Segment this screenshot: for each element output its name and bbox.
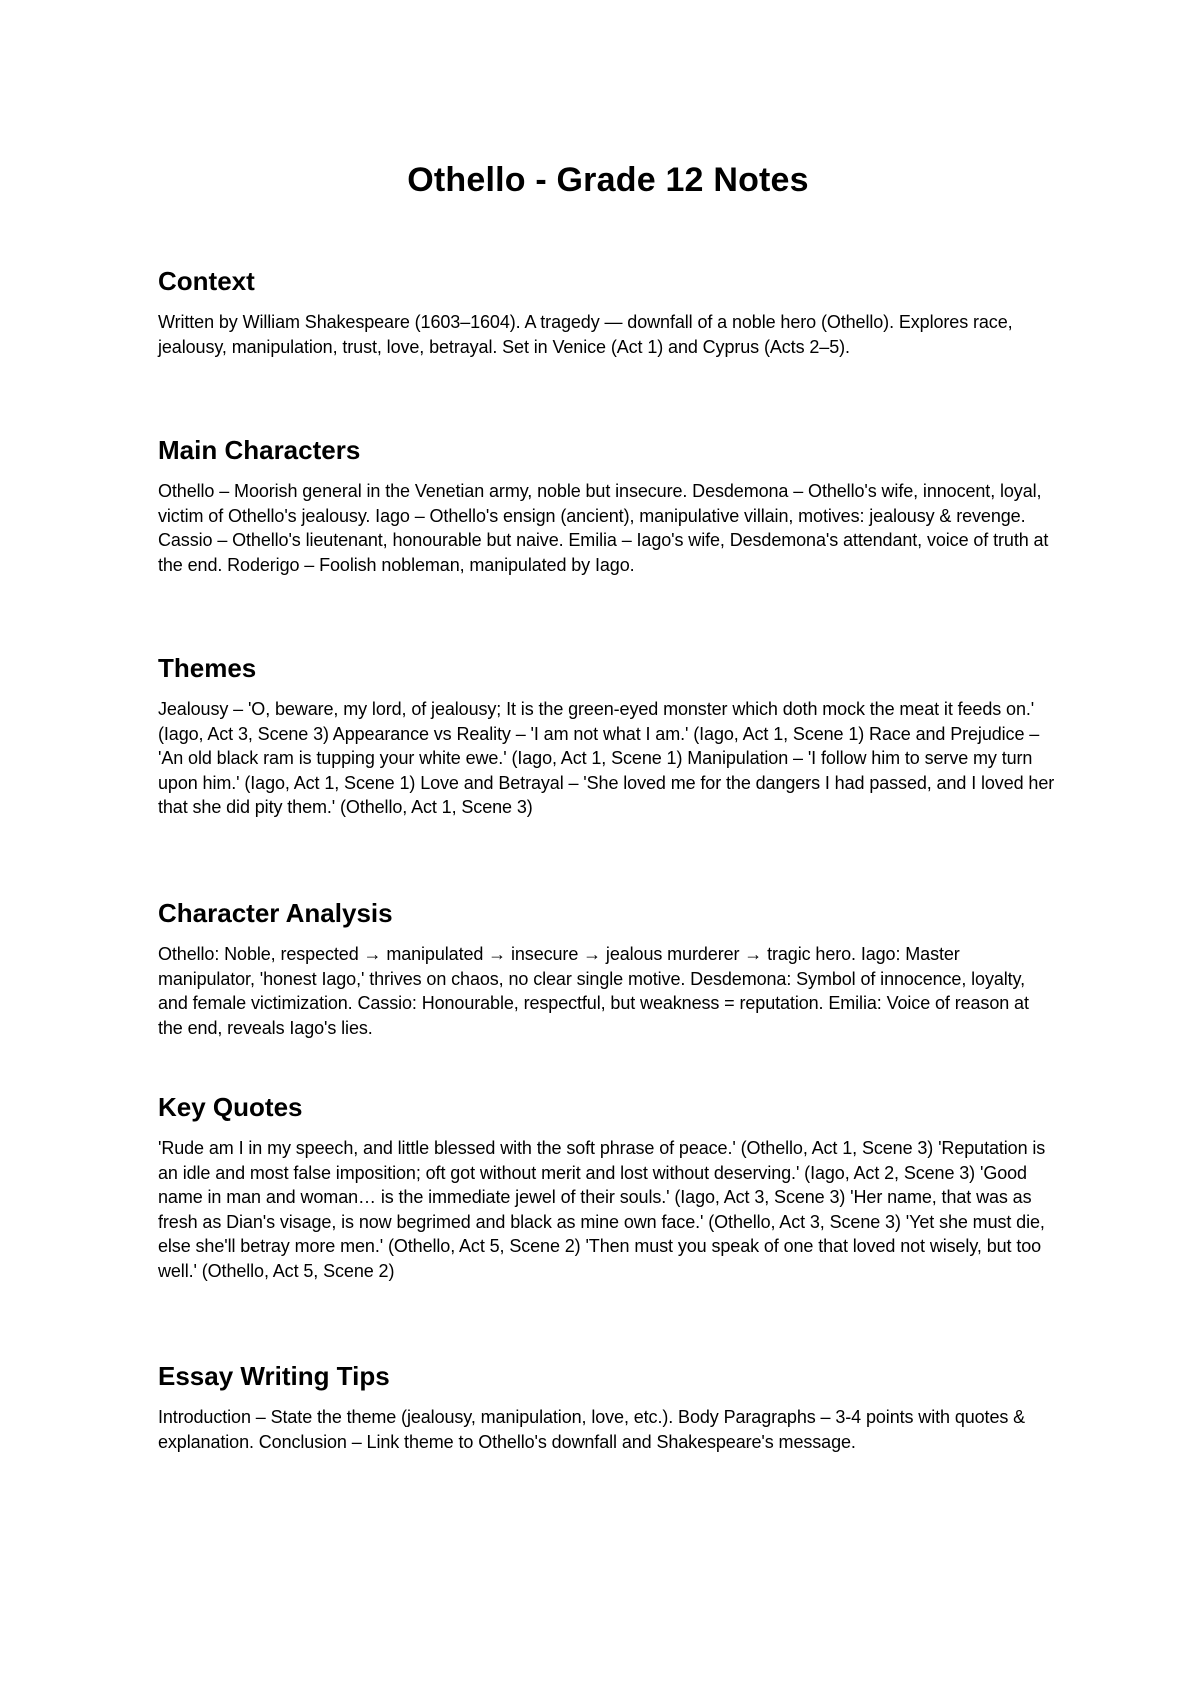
section-themes xyxy=(158,652,1058,820)
section-heading-key-quotes: Key Quotes xyxy=(158,1092,303,1122)
section-body-themes: Jealousy – 'O, beware, my lord, of jealousy; It is the green-eyed monster which doth mock the meat it feeds on.' (Iago, Act 3, Scene 3) Appearance vs Reality – 'I am not what I am.' (Iago, Act 1, Scene 1) Race and Prejudice – 'An old black ram is tupping your white ewe.' (Iago, Act 1, Scene 1) Manipulation – 'I follow him to serve my turn upon him.' (Iago, Act 1, Scene 1) Love and Betrayal – 'She loved me for the dangers I had passed, and I loved her that she did pity them.' (Othello, Act 1, Scene 3) xyxy=(158,699,1055,817)
section-main-characters xyxy=(158,434,1058,577)
section-body-context: Written by William Shakespeare (1603–1604). A tragedy — downfall of a noble hero (Othello). Explores race, jealousy, manipulation, trust, love, betrayal. Set in Venice (Act 1) and Cyprus (Acts 2–5). xyxy=(158,312,1013,357)
section-heading-essay-writing-tips: Essay Writing Tips xyxy=(158,1361,390,1391)
section-character-analysis xyxy=(158,897,1058,1040)
section-body-main-characters: Othello – Moorish general in the Venetian army, noble but insecure. Desdemona – Othello's wife, innocent, loyal, victim of Othello's jealousy. Iago – Othello's ensign (ancient), manipulative villain, motives: jealousy & revenge. Cassio – Othello's lieutenant, honourable but naive. Emilia – Iago's wife, Desdemona's attendant, voice of truth at the end. Roderigo – Foolish nobleman, manipulated by Iago. xyxy=(158,481,1049,575)
section-heading-themes: Themes xyxy=(158,653,257,683)
page-title: Othello - Grade 12 Notes xyxy=(407,161,809,199)
section-body-character-analysis: Othello: Noble, respected → manipulated → insecure → jealous murderer → tragic hero. Iago: Master manipulator, 'honest Iago,' thrives on chaos, no clear single motive. Desdemona: Symbol of innocence, loyalty, and female victimization. Cassio: Honourable, respectful, but weakness = reputation. Emilia: Voice of reason at the end, reveals Iago's lies. xyxy=(158,944,1029,1038)
section-context xyxy=(158,265,1058,359)
section-body-key-quotes: 'Rude am I in my speech, and little blessed with the soft phrase of peace.' (Othello, Act 1, Scene 3) 'Reputation is an idle and most false imposition; oft got without merit and lost without deserving.' (Iago, Act 2, Scene 3) 'Good name in man and woman… is the immediate jewel of their souls.' (Iago, Act 3, Scene 3) 'Her name, that was as fresh as Dian's visage, is now begrimed and black as mine own face.' (Othello, Act 3, Scene 3) 'Yet she must die, else she'll betray more men.' (Othello, Act 5, Scene 2) 'Then must you speak of one that loved not wisely, but too well.' (Othello, Act 5, Scene 2) xyxy=(158,1138,1046,1281)
section-heading-context: Context xyxy=(158,266,255,296)
section-key-quotes xyxy=(158,1091,1058,1283)
section-body-essay-writing-tips: Introduction – State the theme (jealousy, manipulation, love, etc.). Body Paragraphs – 3-4 points with quotes & explanation. Conclusion – Link theme to Othello's downfall and Shakespeare's message. xyxy=(158,1407,1026,1452)
section-heading-main-characters: Main Characters xyxy=(158,435,361,465)
section-heading-character-analysis: Character Analysis xyxy=(158,898,393,928)
section-essay-writing-tips xyxy=(158,1360,1058,1454)
